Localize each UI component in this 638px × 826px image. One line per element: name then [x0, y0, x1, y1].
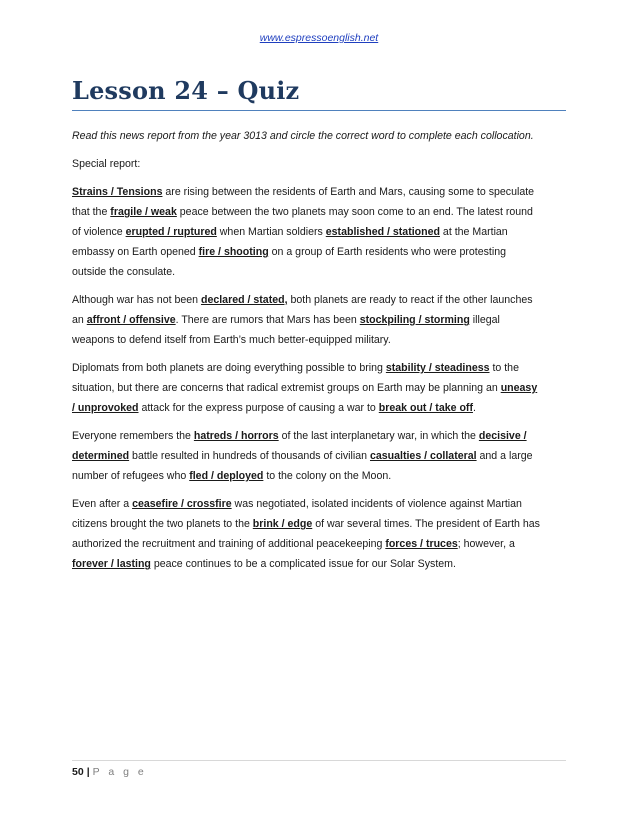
paragraph-text: both planets are ready to react if the other launches an	[72, 294, 533, 326]
choice-forces-truces[interactable]: forces / truces	[385, 538, 458, 550]
paragraph-text: . There are rumors that Mars has been	[175, 314, 360, 326]
paragraph-text: was negotiated, isolated incidents of violence against Martian citizens brought the two planets to the	[72, 498, 522, 530]
paragraph-text: and a large number of refugees who	[72, 450, 533, 482]
paragraph-text: on a group of Earth residents who were protesting outside the consulate.	[72, 246, 506, 278]
choice-strains-tensions[interactable]: Strains / Tensions	[72, 186, 163, 198]
paragraph-text: Everyone remembers the	[72, 430, 194, 442]
paragraph-text: peace between the two planets may soon come to an end. The latest round of violence	[72, 206, 533, 238]
choice-fire-shooting[interactable]: fire / shooting	[198, 246, 269, 258]
choice-casualties-collateral[interactable]: casualties / collateral	[369, 450, 477, 462]
choice-affront-offensive[interactable]: affront / offensive	[86, 314, 176, 326]
choice-forever-lasting[interactable]: forever / lasting	[72, 558, 151, 570]
paragraph-1	[72, 182, 542, 282]
choice-fled-deployed[interactable]: fled / deployed	[189, 470, 264, 482]
paragraph-text: Diplomats from both planets are doing everything possible to bring	[72, 362, 386, 374]
choice-established-stationed[interactable]: established / stationed	[325, 226, 440, 238]
paragraph-text: of the last interplanetary war, in which the	[278, 430, 479, 442]
footer-separator: |	[86, 766, 90, 778]
paragraph-text: when Martian soldiers	[216, 226, 326, 238]
page-number: 50	[72, 766, 84, 778]
choice-uneasy-unprovoked[interactable]: uneasy / unprovoked	[72, 382, 538, 414]
paragraph-text: to the situation, but there are concerns that radical extremist groups on Earth may be planning an	[72, 362, 519, 394]
choice-hatreds-horrors[interactable]: hatreds / horrors	[193, 430, 279, 442]
choice-decisive-determined[interactable]: decisive / determined	[72, 430, 527, 462]
footer-divider	[72, 760, 566, 761]
choice-break-out-take-off[interactable]: break out / take off	[378, 402, 473, 414]
article-body	[72, 126, 542, 582]
paragraph-4	[72, 426, 542, 486]
paragraph-text: at the Martian embassy on Earth opened	[72, 226, 508, 258]
paragraph-text: peace continues to be a complicated issue for our Solar System.	[150, 558, 456, 570]
choice-erupted-ruptured[interactable]: erupted / ruptured	[125, 226, 217, 238]
quiz-instructions: Read this news report from the year 3013 and circle the correct word to complete each collocation.	[72, 130, 534, 142]
page-title: Lesson 24 – Quiz	[72, 76, 300, 105]
choice-brink-edge[interactable]: brink / edge	[252, 518, 313, 530]
paragraph-2	[72, 290, 542, 350]
choice-fragile-weak[interactable]: fragile / weak	[110, 206, 177, 218]
paragraph-text: Even after a	[72, 498, 133, 510]
paragraph-text: of war several times. The president of Earth has authorized the recruitment and training of additional peacekeeping	[72, 518, 540, 550]
title-divider	[72, 110, 566, 111]
paragraph-text: battle resulted in hundreds of thousands of civilian	[129, 450, 370, 462]
paragraph-3	[72, 358, 542, 418]
paragraph-text: ; however, a	[457, 538, 515, 550]
website-link[interactable]: www.espressoenglish.net	[259, 32, 379, 44]
paragraph-text: are rising between the residents of Earth and Mars, causing some to speculate that the	[72, 186, 535, 218]
choice-ceasefire-crossfire[interactable]: ceasefire / crossfire	[132, 498, 232, 510]
page-footer	[72, 766, 147, 778]
paragraph-text: illegal weapons to defend itself from Earth’s much better-equipped military.	[72, 314, 500, 346]
choice-stockpiling-storming[interactable]: stockpiling / storming	[359, 314, 470, 326]
choice-declared-stated[interactable]: declared / stated,	[200, 294, 288, 306]
choice-stability-steadiness[interactable]: stability / steadiness	[385, 362, 490, 374]
page-label: P a g e	[92, 766, 147, 778]
paragraph-5	[72, 494, 542, 574]
paragraph-text: .	[472, 402, 476, 414]
paragraph-text: attack for the express purpose of causing a war to	[138, 402, 379, 414]
report-intro: Special report:	[72, 158, 141, 170]
paragraph-text: to the colony on the Moon.	[263, 470, 392, 482]
paragraph-text: Although war has not been	[72, 294, 201, 306]
